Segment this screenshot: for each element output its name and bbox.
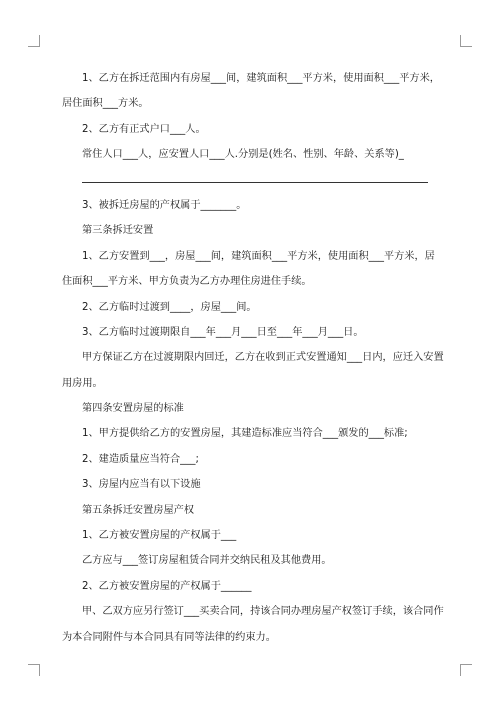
section-heading: 第四条安置房屋的标准 xyxy=(82,403,184,415)
clause-line: 为本合同附件与本合同具有同等法律的约束力。 xyxy=(62,631,276,643)
section-heading: 第三条拆迁安置 xyxy=(82,225,154,237)
clause-line: 住面积___平方米、甲方负责为乙方办理住房进住手续。 xyxy=(62,276,312,288)
crop-mark-bottom-right xyxy=(460,664,472,676)
document-body xyxy=(62,66,448,650)
crop-mark-top-right xyxy=(460,35,472,47)
clause-line: 乙方应与___签订房屋租赁合同并交纳民租及其他费用。 xyxy=(82,555,332,567)
section-heading: 第五条拆迁安置房屋产权 xyxy=(82,504,195,516)
clause-line: 1、甲方提供给乙方的安置房屋，其建造标准应当符合___颁发的___标准; xyxy=(82,428,408,440)
clause-line: 甲、乙双方应另行签订___买卖合同，持该合同办理房屋产权签订手续，该合同作 xyxy=(82,606,444,618)
clause-line: 居住面积___方米。 xyxy=(62,98,149,110)
clause-line: 1、乙方被安置房屋的产权属于___ xyxy=(82,530,237,542)
clause-line: 2、乙方有正式户口___人。 xyxy=(82,123,206,135)
crop-mark-bottom-left xyxy=(28,664,40,676)
crop-mark-top-left xyxy=(28,35,40,47)
fill-in-blank-rule xyxy=(62,168,448,193)
clause-line: 2、乙方临时过渡到____，房屋___间。 xyxy=(82,301,257,313)
clause-line: 甲方保证乙方在过渡期限内回迁，乙方在收到正式安置通知___日内，应迁入安置 xyxy=(82,352,444,364)
clause-line: 2、建造质量应当符合___; xyxy=(82,453,199,465)
clause-line: 1、乙方安置到___，房屋___间，建筑面积___平方米，使用面积___平方米，居 xyxy=(82,250,435,262)
clause-line: 用房用。 xyxy=(62,377,103,389)
clause-line: 常住人口___人，应安置人口___人.分别是(姓名、性别、年龄、关系等)_ xyxy=(82,149,404,161)
clause-line: 3、乙方临时过渡期限自___年___月___日至___年___月___日。 xyxy=(82,326,364,338)
clause-line: 2、乙方被安置房屋的产权属于______ xyxy=(82,580,252,592)
clause-line: 3、房屋内应当有以下设施 xyxy=(82,479,201,491)
clause-line: 3、被拆迁房屋的产权属于_______。 xyxy=(82,199,247,211)
clause-line: 1、乙方在拆迁范围内有房屋___间，建筑面积___平方米，使用面积___平方米， xyxy=(82,73,440,84)
